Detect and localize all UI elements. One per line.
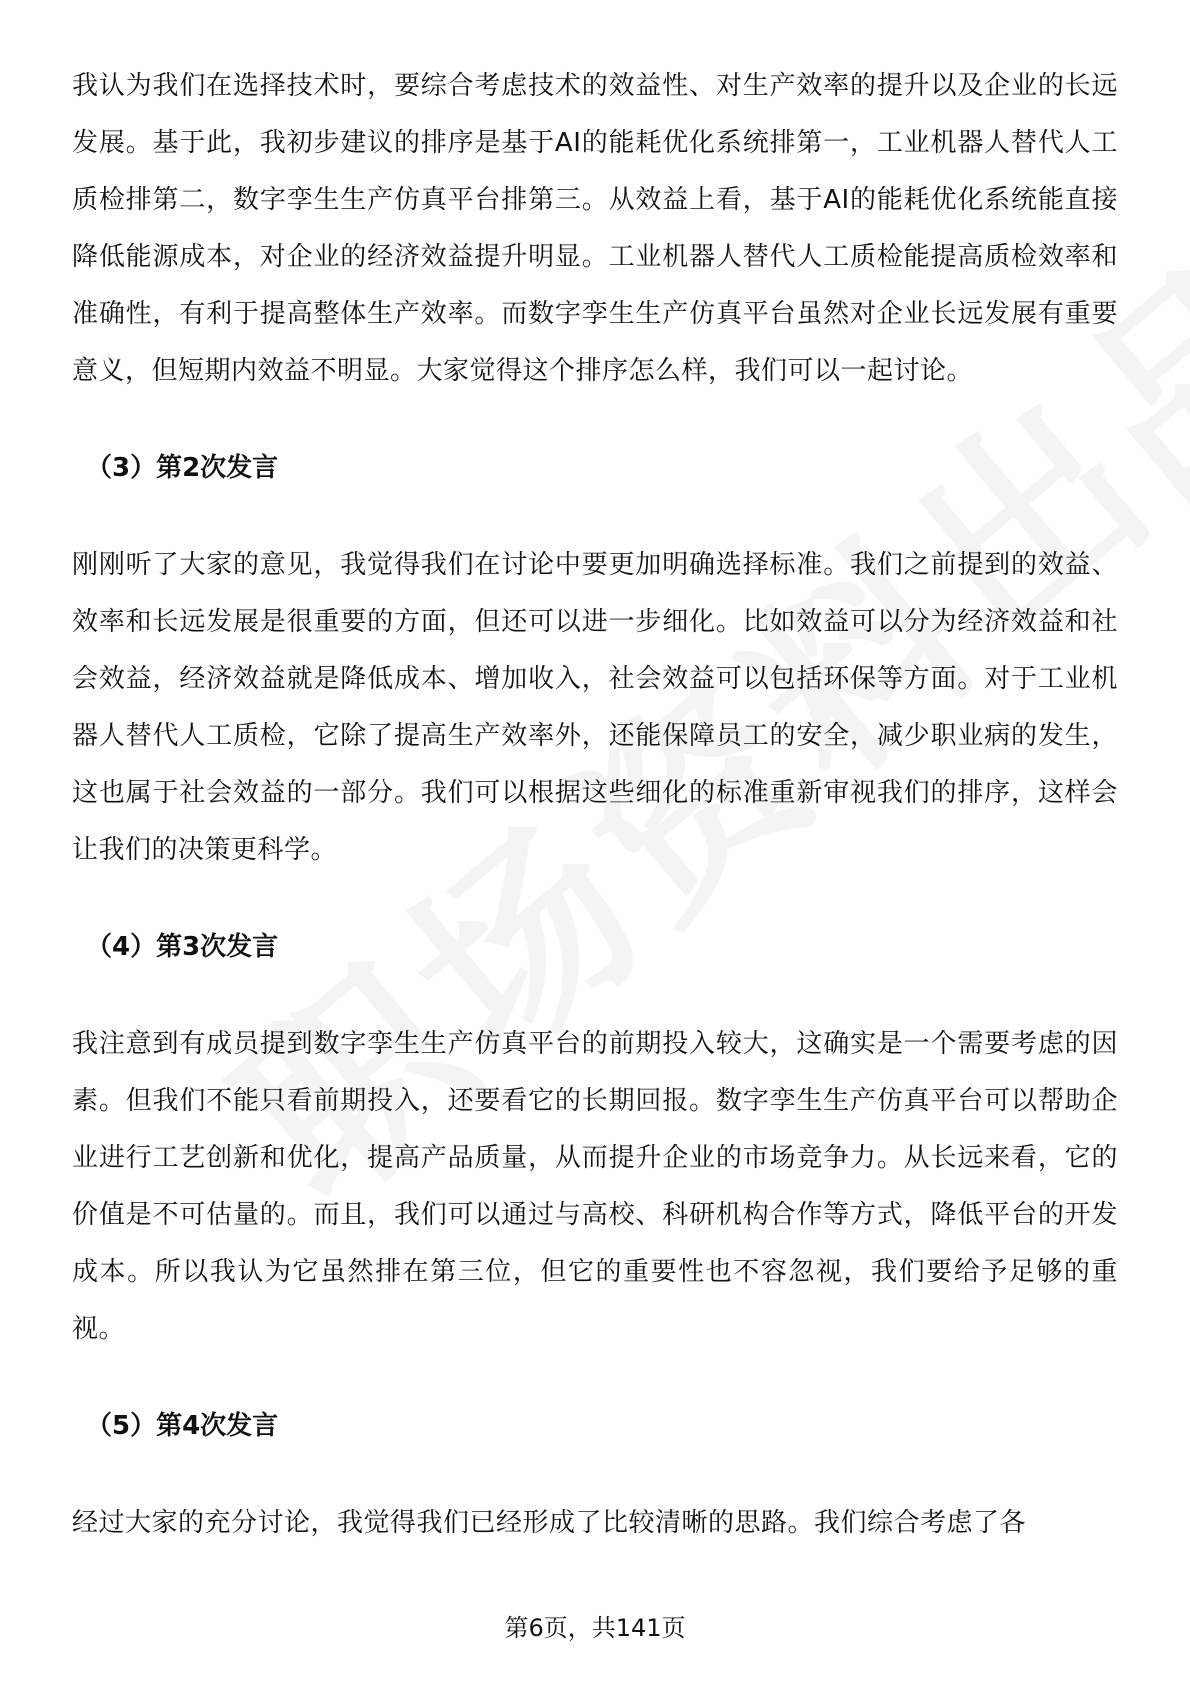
- section-heading-4: （4）第3次发言: [86, 932, 279, 962]
- paragraph-1: 我认为我们在选择技术时，要综合考虑技术的效益性、对生产效率的提升以及企业的长远发展。基于此，我初步建议的排序是基于AI的能耗优化系统排第一，工业机器人替代人工质检排第二，数字孪生生产仿真平台排第三。从效益上看，基于AI的能耗优化系统能直接降低能源成本，对企业的经济效益提升明显。工业机器人替代人工质检能提高质检效率和准确性，有利于提高整体生产效率。而数字孪生生产仿真平台虽然对企业长远发展有重要意义，但短期内效益不明显。大家觉得这个排序怎么样，我们可以一起讨论。: [72, 71, 1118, 386]
- paragraph-2: 刚刚听了大家的意见，我觉得我们在讨论中要更加明确选择标准。我们之前提到的效益、效率和长远发展是很重要的方面，但还可以进一步细化。比如效益可以分为经济效益和社会效益，经济效益就是降低成本、增加收入，社会效益可以包括环保等方面。对于工业机器人替代人工质检，它除了提高生产效率外，还能保障员工的安全，减少职业病的发生，这也属于社会效益的一部分。我们可以根据这些细化的标准重新审视我们的排序，这样会让我们的决策更科学。: [72, 550, 1118, 865]
- page-number: 第6页，共141页: [504, 1614, 686, 1642]
- section-heading-5: （5）第4次发言: [86, 1411, 279, 1441]
- paragraph-4: 经过大家的充分讨论，我觉得我们已经形成了比较清晰的思路。我们综合考虑了各: [72, 1508, 1027, 1538]
- paragraph-3: 我注意到有成员提到数字孪生生产仿真平台的前期投入较大，这确实是一个需要考虑的因素。但我们不能只看前期投入，还要看它的长期回报。数字孪生生产仿真平台可以帮助企业进行工艺创新和优化，提高产品质量，从而提升企业的市场竞争力。从长远来看，它的价值是不可估量的。而且，我们可以通过与高校、科研机构合作等方式，降低平台的开发成本。所以我认为它虽然排在第三位，但它的重要性也不容忽视，我们要给予足够的重视。: [72, 1029, 1118, 1344]
- section-heading-3: （3）第2次发言: [86, 453, 279, 483]
- document-content: [72, 58, 1118, 1552]
